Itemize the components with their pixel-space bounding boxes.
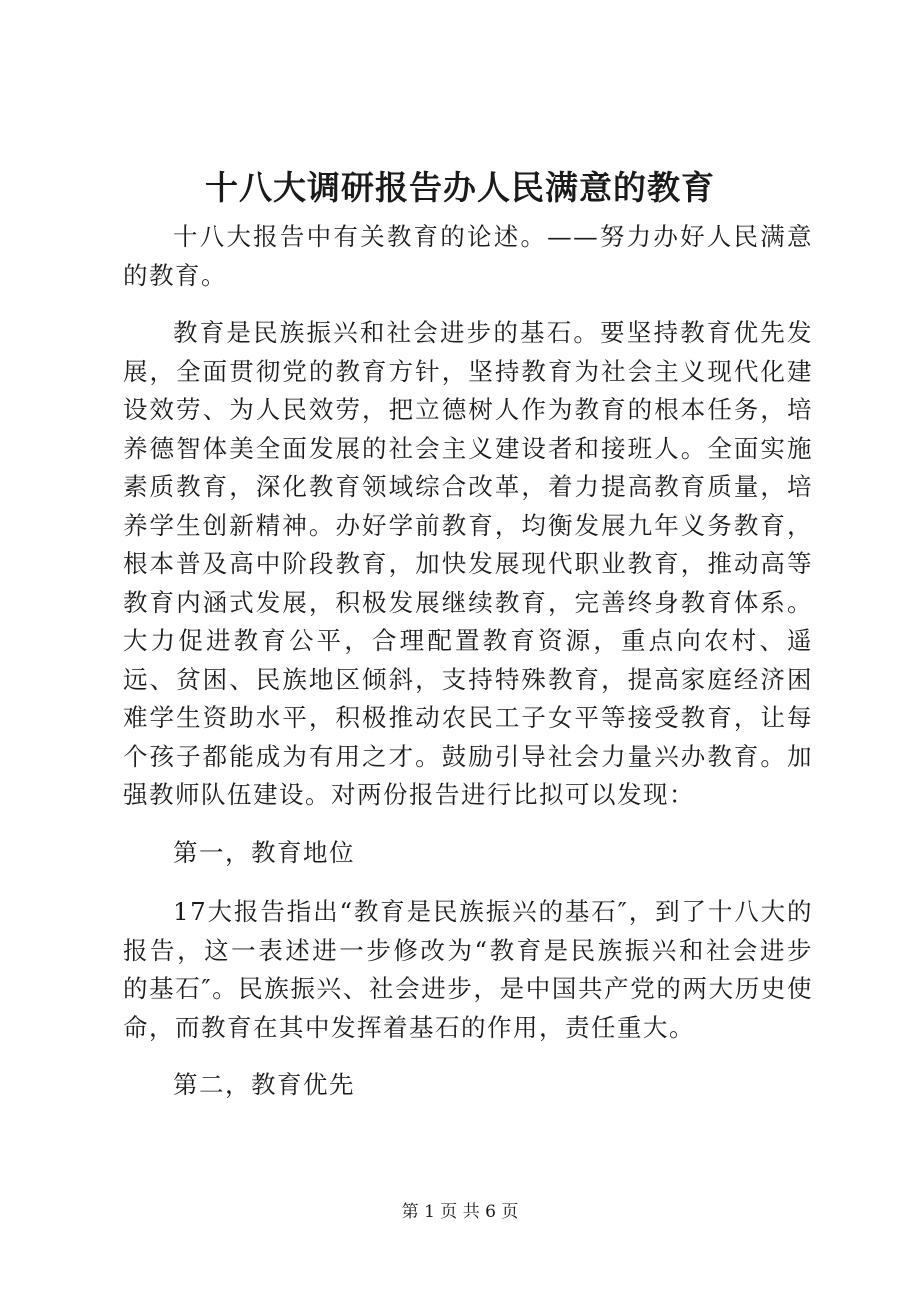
document-body <box>123 218 813 1126</box>
section-heading-second: 第二，教育优先 <box>173 1070 355 1099</box>
page-footer: 第 1 页 共 6 页 <box>401 1202 519 1222</box>
document-title: 十八大调研报告办人民满意的教育 <box>205 168 715 207</box>
paragraph-report-quote: 教育是民族振兴和社会进步的基石。要坚持教育优先发展，全面贯彻党的教育方针，坚持教育为社会主义现代化建设效劳、为人民效劳，把立德树人作为教育的根本任务，培养德智体美全面发展的社会主义建设者和接班人。全面实施素质教育，深化教育领域综合改革，着力提高教育质量，培养学生创新精神。办好学前教育，均衡发展九年义务教育，根本普及高中阶段教育，加快发展现代职业教育，推动高等教育内涵式发展，积极发展继续教育，完善终身教育体系。大力促进教育公平，合理配置教育资源，重点向农村、遥远、贫困、民族地区倾斜，支持特殊教育，提高家庭经济困难学生资助水平，积极推动农民工子女平等接受教育，让每个孩子都能成为有用之才。鼓励引导社会力量兴办教育。加强教师队伍建设。对两份报告进行比拟可以发现： <box>123 318 813 809</box>
paragraph-education-status: 17大报告指出“教育是民族振兴的基石″，到了十八大的报告，这一表述进一步修改为“教育是民族振兴和社会进步的基石″。民族振兴、社会进步，是中国共产党的两大历史使命，而教育在其中发挥着基石的作用，责任重大。 <box>123 897 813 1042</box>
section-heading-first: 第一，教育地位 <box>173 837 355 867</box>
paragraph-intro: 十八大报告中有关教育的论述。——努力办好人民满意的教育。 <box>123 222 813 290</box>
